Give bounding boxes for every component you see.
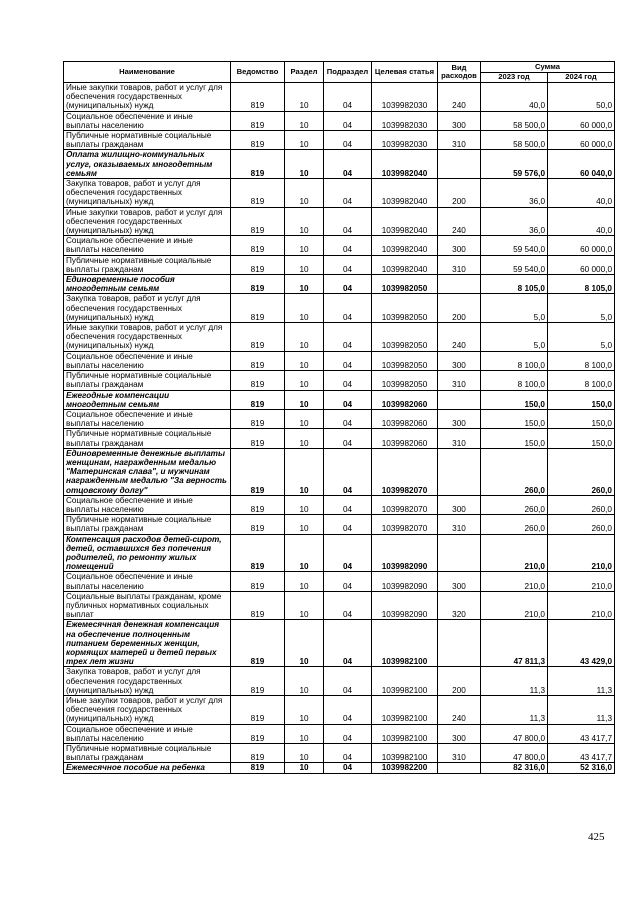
cell-section: 10 xyxy=(285,515,324,534)
cell-section: 10 xyxy=(285,83,324,112)
cell-subsection: 04 xyxy=(324,495,372,514)
cell-target-article: 1039982100 xyxy=(372,620,438,667)
cell-section: 10 xyxy=(285,724,324,743)
cell-sum-2024: 60 040,0 xyxy=(548,150,615,179)
table-row xyxy=(64,591,615,620)
cell-name: Ежегодные компенсации многодетным семьям xyxy=(64,390,231,409)
cell-name: Социальное обеспечение и иные выплаты населению xyxy=(64,724,231,743)
cell-target-article: 1039982070 xyxy=(372,515,438,534)
cell-expense-type: 240 xyxy=(438,207,481,236)
cell-sum-2023: 150,0 xyxy=(481,429,548,448)
cell-sum-2024: 43 417,7 xyxy=(548,744,615,763)
cell-department: 819 xyxy=(231,131,285,150)
cell-sum-2024: 260,0 xyxy=(548,448,615,495)
cell-section: 10 xyxy=(285,236,324,255)
cell-department: 819 xyxy=(231,207,285,236)
cell-expense-type: 300 xyxy=(438,409,481,428)
cell-subsection: 04 xyxy=(324,763,372,773)
cell-sum-2024: 50,0 xyxy=(548,83,615,112)
cell-department: 819 xyxy=(231,495,285,514)
cell-sum-2023: 260,0 xyxy=(481,515,548,534)
cell-name: Иные закупки товаров, работ и услуг для обеспечения государственных (муниципальных) нужд xyxy=(64,696,231,725)
cell-sum-2023: 47 800,0 xyxy=(481,744,548,763)
cell-target-article: 1039982100 xyxy=(372,667,438,696)
cell-department: 819 xyxy=(231,323,285,352)
cell-expense-type: 240 xyxy=(438,83,481,112)
cell-sum-2023: 82 316,0 xyxy=(481,763,548,773)
cell-section: 10 xyxy=(285,390,324,409)
cell-name: Социальное обеспечение и иные выплаты населению xyxy=(64,236,231,255)
cell-sum-2024: 43 417,7 xyxy=(548,724,615,743)
table-row xyxy=(64,323,615,352)
cell-sum-2024: 43 429,0 xyxy=(548,620,615,667)
cell-name: Публичные нормативные социальные выплаты гражданам xyxy=(64,255,231,274)
header-subsection: Подраздел xyxy=(324,62,372,83)
cell-name: Публичные нормативные социальные выплаты гражданам xyxy=(64,371,231,390)
cell-subsection: 04 xyxy=(324,179,372,208)
cell-sum-2023: 58 500,0 xyxy=(481,111,548,130)
table-row xyxy=(64,429,615,448)
cell-sum-2023: 5,0 xyxy=(481,323,548,352)
cell-subsection: 04 xyxy=(324,236,372,255)
cell-expense-type xyxy=(438,390,481,409)
cell-sum-2024: 8 100,0 xyxy=(548,351,615,370)
cell-sum-2023: 11,3 xyxy=(481,696,548,725)
cell-department: 819 xyxy=(231,111,285,130)
cell-expense-type: 310 xyxy=(438,744,481,763)
cell-subsection: 04 xyxy=(324,255,372,274)
cell-subsection: 04 xyxy=(324,724,372,743)
cell-department: 819 xyxy=(231,294,285,323)
cell-sum-2024: 60 000,0 xyxy=(548,236,615,255)
cell-target-article: 1039982040 xyxy=(372,207,438,236)
table-row xyxy=(64,763,615,773)
cell-sum-2024: 52 316,0 xyxy=(548,763,615,773)
cell-department: 819 xyxy=(231,591,285,620)
cell-subsection: 04 xyxy=(324,620,372,667)
cell-section: 10 xyxy=(285,696,324,725)
cell-subsection: 04 xyxy=(324,696,372,725)
cell-section: 10 xyxy=(285,534,324,572)
cell-name: Публичные нормативные социальные выплаты гражданам xyxy=(64,131,231,150)
table-row xyxy=(64,294,615,323)
cell-subsection: 04 xyxy=(324,448,372,495)
table-row xyxy=(64,111,615,130)
cell-sum-2024: 260,0 xyxy=(548,515,615,534)
cell-department: 819 xyxy=(231,534,285,572)
cell-name: Социальное обеспечение и иные выплаты населению xyxy=(64,409,231,428)
cell-expense-type: 200 xyxy=(438,179,481,208)
cell-sum-2023: 59 540,0 xyxy=(481,255,548,274)
cell-section: 10 xyxy=(285,323,324,352)
cell-section: 10 xyxy=(285,371,324,390)
cell-target-article: 1039982100 xyxy=(372,744,438,763)
cell-expense-type xyxy=(438,763,481,773)
table-row xyxy=(64,620,615,667)
table-row xyxy=(64,275,615,294)
table-row xyxy=(64,207,615,236)
cell-sum-2023: 47 800,0 xyxy=(481,724,548,743)
cell-target-article: 1039982050 xyxy=(372,371,438,390)
cell-sum-2023: 11,3 xyxy=(481,667,548,696)
cell-sum-2024: 40,0 xyxy=(548,207,615,236)
cell-department: 819 xyxy=(231,255,285,274)
table-row xyxy=(64,179,615,208)
cell-sum-2023: 150,0 xyxy=(481,409,548,428)
cell-expense-type: 310 xyxy=(438,429,481,448)
cell-sum-2023: 150,0 xyxy=(481,390,548,409)
page-number: 425 xyxy=(588,831,605,843)
cell-department: 819 xyxy=(231,179,285,208)
cell-section: 10 xyxy=(285,179,324,208)
table-row xyxy=(64,515,615,534)
cell-name: Закупка товаров, работ и услуг для обеспечения государственных (муниципальных) нужд xyxy=(64,667,231,696)
cell-sum-2024: 11,3 xyxy=(548,696,615,725)
cell-sum-2023: 260,0 xyxy=(481,495,548,514)
cell-target-article: 1039982060 xyxy=(372,409,438,428)
cell-sum-2024: 5,0 xyxy=(548,323,615,352)
cell-section: 10 xyxy=(285,131,324,150)
cell-sum-2024: 60 000,0 xyxy=(548,111,615,130)
cell-expense-type: 310 xyxy=(438,255,481,274)
header-section: Раздел xyxy=(285,62,324,83)
cell-department: 819 xyxy=(231,371,285,390)
cell-sum-2023: 260,0 xyxy=(481,448,548,495)
table-row xyxy=(64,696,615,725)
cell-name: Публичные нормативные социальные выплаты гражданам xyxy=(64,744,231,763)
cell-expense-type: 300 xyxy=(438,351,481,370)
cell-expense-type: 300 xyxy=(438,111,481,130)
cell-expense-type: 310 xyxy=(438,371,481,390)
cell-subsection: 04 xyxy=(324,83,372,112)
cell-expense-type: 300 xyxy=(438,495,481,514)
header-target-article: Целевая статья xyxy=(372,62,438,83)
cell-sum-2024: 8 105,0 xyxy=(548,275,615,294)
cell-subsection: 04 xyxy=(324,429,372,448)
cell-section: 10 xyxy=(285,744,324,763)
header-name: Наименование xyxy=(64,62,231,83)
cell-expense-type: 320 xyxy=(438,591,481,620)
cell-sum-2023: 59 540,0 xyxy=(481,236,548,255)
cell-sum-2023: 40,0 xyxy=(481,83,548,112)
cell-section: 10 xyxy=(285,448,324,495)
cell-target-article: 1039982100 xyxy=(372,696,438,725)
cell-expense-type: 300 xyxy=(438,724,481,743)
cell-subsection: 04 xyxy=(324,207,372,236)
table-row xyxy=(64,255,615,274)
header-department: Ведомство xyxy=(231,62,285,83)
cell-target-article: 1039982050 xyxy=(372,294,438,323)
cell-target-article: 1039982030 xyxy=(372,83,438,112)
cell-expense-type xyxy=(438,150,481,179)
cell-sum-2024: 260,0 xyxy=(548,495,615,514)
cell-name: Социальное обеспечение и иные выплаты населению xyxy=(64,572,231,591)
cell-sum-2023: 47 811,3 xyxy=(481,620,548,667)
cell-department: 819 xyxy=(231,409,285,428)
cell-subsection: 04 xyxy=(324,744,372,763)
cell-expense-type: 300 xyxy=(438,236,481,255)
cell-section: 10 xyxy=(285,275,324,294)
cell-sum-2023: 8 105,0 xyxy=(481,275,548,294)
cell-name: Иные закупки товаров, работ и услуг для обеспечения государственных (муниципальных) нужд xyxy=(64,83,231,112)
cell-subsection: 04 xyxy=(324,294,372,323)
cell-section: 10 xyxy=(285,572,324,591)
cell-subsection: 04 xyxy=(324,667,372,696)
cell-target-article: 1039982200 xyxy=(372,763,438,773)
table-row xyxy=(64,534,615,572)
header-year-2024: 2024 год xyxy=(548,73,615,83)
cell-sum-2023: 210,0 xyxy=(481,534,548,572)
cell-expense-type xyxy=(438,275,481,294)
cell-name: Закупка товаров, работ и услуг для обеспечения государственных (муниципальных) нужд xyxy=(64,179,231,208)
cell-sum-2023: 36,0 xyxy=(481,179,548,208)
cell-expense-type xyxy=(438,534,481,572)
cell-name: Социальное обеспечение и иные выплаты населению xyxy=(64,351,231,370)
cell-sum-2024: 150,0 xyxy=(548,390,615,409)
cell-target-article: 1039982030 xyxy=(372,131,438,150)
cell-sum-2023: 58 500,0 xyxy=(481,131,548,150)
header-sum: Сумма xyxy=(481,62,615,73)
cell-sum-2023: 5,0 xyxy=(481,294,548,323)
cell-expense-type: 240 xyxy=(438,696,481,725)
cell-department: 819 xyxy=(231,351,285,370)
table-row xyxy=(64,667,615,696)
table-row xyxy=(64,744,615,763)
cell-expense-type xyxy=(438,448,481,495)
cell-target-article: 1039982050 xyxy=(372,323,438,352)
cell-sum-2024: 210,0 xyxy=(548,534,615,572)
cell-sum-2024: 210,0 xyxy=(548,572,615,591)
cell-target-article: 1039982070 xyxy=(372,495,438,514)
cell-target-article: 1039982070 xyxy=(372,448,438,495)
cell-target-article: 1039982040 xyxy=(372,236,438,255)
cell-department: 819 xyxy=(231,744,285,763)
cell-sum-2024: 40,0 xyxy=(548,179,615,208)
cell-section: 10 xyxy=(285,763,324,773)
cell-expense-type: 310 xyxy=(438,515,481,534)
cell-department: 819 xyxy=(231,429,285,448)
cell-name: Единовременные пособия многодетным семьям xyxy=(64,275,231,294)
cell-target-article: 1039982090 xyxy=(372,591,438,620)
table-row xyxy=(64,236,615,255)
cell-department: 819 xyxy=(231,236,285,255)
cell-subsection: 04 xyxy=(324,409,372,428)
header-year-2023: 2023 год xyxy=(481,73,548,83)
cell-sum-2023: 36,0 xyxy=(481,207,548,236)
cell-department: 819 xyxy=(231,83,285,112)
cell-name: Социальное обеспечение и иные выплаты населению xyxy=(64,495,231,514)
cell-expense-type xyxy=(438,620,481,667)
table-row xyxy=(64,390,615,409)
cell-department: 819 xyxy=(231,515,285,534)
cell-sum-2024: 150,0 xyxy=(548,429,615,448)
cell-sum-2023: 8 100,0 xyxy=(481,371,548,390)
cell-department: 819 xyxy=(231,572,285,591)
cell-name: Ежемесячная денежная компенсация на обеспечение полноценным питанием беременных женщин, кормящих матерей и детей первых трех лет жизни xyxy=(64,620,231,667)
cell-name: Иные закупки товаров, работ и услуг для обеспечения государственных (муниципальных) нужд xyxy=(64,207,231,236)
cell-target-article: 1039982050 xyxy=(372,275,438,294)
cell-sum-2023: 210,0 xyxy=(481,572,548,591)
cell-subsection: 04 xyxy=(324,323,372,352)
cell-name: Ежемесячное пособие на ребенка xyxy=(64,763,231,773)
cell-subsection: 04 xyxy=(324,275,372,294)
cell-sum-2024: 60 000,0 xyxy=(548,255,615,274)
table-row xyxy=(64,448,615,495)
cell-name: Компенсация расходов детей-сирот, детей, оставшихся без попечения родителей, по ремонту жилых помещений xyxy=(64,534,231,572)
cell-name: Социальные выплаты гражданам, кроме публичных нормативных социальных выплат xyxy=(64,591,231,620)
cell-section: 10 xyxy=(285,409,324,428)
cell-department: 819 xyxy=(231,448,285,495)
cell-subsection: 04 xyxy=(324,390,372,409)
cell-department: 819 xyxy=(231,150,285,179)
header-expense-type: Вид расходов xyxy=(438,62,481,83)
cell-section: 10 xyxy=(285,111,324,130)
table-body xyxy=(64,83,615,774)
cell-sum-2024: 210,0 xyxy=(548,591,615,620)
table-row xyxy=(64,371,615,390)
cell-target-article: 1039982040 xyxy=(372,255,438,274)
cell-target-article: 1039982040 xyxy=(372,150,438,179)
cell-name: Иные закупки товаров, работ и услуг для обеспечения государственных (муниципальных) нужд xyxy=(64,323,231,352)
cell-sum-2023: 210,0 xyxy=(481,591,548,620)
cell-expense-type: 200 xyxy=(438,667,481,696)
cell-sum-2023: 59 576,0 xyxy=(481,150,548,179)
cell-target-article: 1039982090 xyxy=(372,572,438,591)
cell-section: 10 xyxy=(285,207,324,236)
cell-section: 10 xyxy=(285,591,324,620)
cell-section: 10 xyxy=(285,255,324,274)
cell-expense-type: 310 xyxy=(438,131,481,150)
table-row xyxy=(64,572,615,591)
cell-subsection: 04 xyxy=(324,131,372,150)
cell-department: 819 xyxy=(231,275,285,294)
table-row xyxy=(64,495,615,514)
cell-sum-2024: 11,3 xyxy=(548,667,615,696)
cell-name: Единовременные денежные выплаты женщинам, награжденным медалью "Материнская слава", и мужчинам награжденным медалью "За верность отцовскому долгу" xyxy=(64,448,231,495)
cell-expense-type: 240 xyxy=(438,323,481,352)
cell-expense-type: 200 xyxy=(438,294,481,323)
cell-department: 819 xyxy=(231,763,285,773)
cell-target-article: 1039982030 xyxy=(372,111,438,130)
cell-section: 10 xyxy=(285,294,324,323)
table-row xyxy=(64,724,615,743)
cell-subsection: 04 xyxy=(324,371,372,390)
cell-name: Публичные нормативные социальные выплаты гражданам xyxy=(64,515,231,534)
cell-subsection: 04 xyxy=(324,351,372,370)
cell-department: 819 xyxy=(231,667,285,696)
cell-target-article: 1039982060 xyxy=(372,390,438,409)
cell-section: 10 xyxy=(285,150,324,179)
cell-target-article: 1039982060 xyxy=(372,429,438,448)
table-row xyxy=(64,409,615,428)
cell-sum-2024: 5,0 xyxy=(548,294,615,323)
cell-subsection: 04 xyxy=(324,150,372,179)
cell-section: 10 xyxy=(285,429,324,448)
cell-target-article: 1039982090 xyxy=(372,534,438,572)
cell-department: 819 xyxy=(231,390,285,409)
budget-table xyxy=(63,61,615,774)
cell-sum-2024: 60 000,0 xyxy=(548,131,615,150)
cell-section: 10 xyxy=(285,495,324,514)
cell-name: Закупка товаров, работ и услуг для обеспечения государственных (муниципальных) нужд xyxy=(64,294,231,323)
cell-name: Социальное обеспечение и иные выплаты населению xyxy=(64,111,231,130)
cell-department: 819 xyxy=(231,620,285,667)
cell-section: 10 xyxy=(285,351,324,370)
cell-section: 10 xyxy=(285,667,324,696)
table-row xyxy=(64,150,615,179)
cell-subsection: 04 xyxy=(324,534,372,572)
cell-name: Оплата жилищно-коммунальных услуг, оказываемых многодетным семьям xyxy=(64,150,231,179)
cell-subsection: 04 xyxy=(324,111,372,130)
cell-target-article: 1039982050 xyxy=(372,351,438,370)
cell-target-article: 1039982100 xyxy=(372,724,438,743)
cell-target-article: 1039982040 xyxy=(372,179,438,208)
cell-sum-2023: 8 100,0 xyxy=(481,351,548,370)
cell-subsection: 04 xyxy=(324,591,372,620)
cell-sum-2024: 8 100,0 xyxy=(548,371,615,390)
cell-expense-type: 300 xyxy=(438,572,481,591)
cell-subsection: 04 xyxy=(324,515,372,534)
table-row xyxy=(64,131,615,150)
cell-section: 10 xyxy=(285,620,324,667)
cell-department: 819 xyxy=(231,696,285,725)
table-row xyxy=(64,351,615,370)
cell-department: 819 xyxy=(231,724,285,743)
cell-sum-2024: 150,0 xyxy=(548,409,615,428)
table-row xyxy=(64,83,615,112)
cell-name: Публичные нормативные социальные выплаты гражданам xyxy=(64,429,231,448)
cell-subsection: 04 xyxy=(324,572,372,591)
